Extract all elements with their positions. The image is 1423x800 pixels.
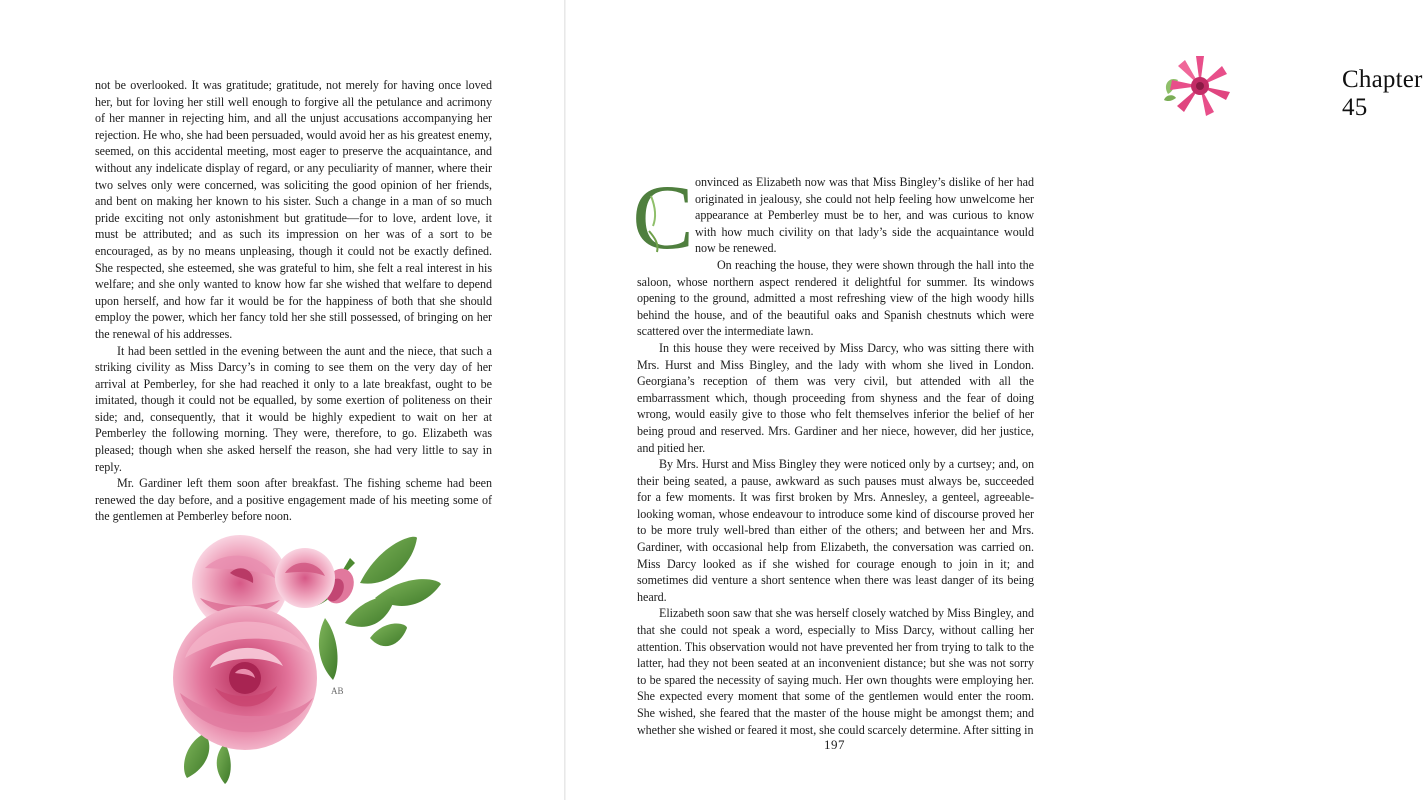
pink-carnation-icon xyxy=(1160,54,1240,120)
drop-cap-letter: C xyxy=(632,166,694,268)
opening-paragraph xyxy=(632,166,1034,268)
left-page-text xyxy=(95,77,492,525)
drop-cap xyxy=(632,166,694,268)
paragraph: By Mrs. Hurst and Miss Bingley they were noticed only by a curtsey; and, on their being seated, a pause, awkward as such pauses must always be, succeeded for a few moments. It was first broken by Mrs. Annesley, a genteel, agreeable-looking woman, whose endeavour to introduce some kind of discourse proved her to be more truly well-bred than either of the others; and between her and Mrs. Gardiner, with occasional help from Elizabeth, the conversation was carried on. Miss Darcy looked as if she wished for courage enough to join in it; and sometimes did venture a short sentence when there was least danger of its being heard. xyxy=(637,457,1034,604)
chapter-title: Chapter 45 xyxy=(1342,66,1423,121)
opening-paragraph-text: onvinced as Elizabeth now was that Miss Bingley’s dislike of her had originated in jealousy, she could not help feeling how unwelcome her appearance at Pemberley must be to her, and was curious to know with how much civility on that lady’s side the acquaintance would now be renewed. xyxy=(695,175,1034,256)
paragraph: In this house they were received by Miss Darcy, who was sitting there with Mrs. Hurst and Miss Bingley, and the lady with whom she lived in London. Georgiana’s reception of them was very civil, but attended with all the embarrassment which, though proceeding from shyness and the fear of doing wrong, would easily give to those who felt themselves inferior the belief of her being proud and reserved. Mrs. Gardiner and her niece, however, did her justice, and pitied her. xyxy=(637,340,1034,455)
paragraph: Mr. Gardiner left them soon after breakfast. The fishing scheme had been renewed the day before, and a positive engagement made of his meeting some of the gentlemen at Pemberley before noon. xyxy=(95,476,492,524)
left-page xyxy=(0,0,564,800)
artist-signature: AB xyxy=(331,686,344,696)
paragraph: It had been settled in the evening between the aunt and the niece, that such a striking civility as Miss Darcy’s in coming to see them on the very day of her arrival at Pemberley, for she had reached it only to a late breakfast, ought to be imitated, though it could not be equalled, by some exertion of politeness on their side; and, consequently, that it would be highly expedient to wait on her at Pemberley the following morning. They were, therefore, to go. Elizabeth was pleased; though when she asked herself the reason, she had very little to say in reply. xyxy=(95,343,492,474)
rose-bouquet-illustration xyxy=(145,528,445,786)
paragraph: not be overlooked. It was gratitude; gratitude, not merely for having once loved her, but for loving her still well enough to forgive all the petulance and acrimony of her manner in rejecting him, and all the unjust accusations accompanying her rejection. He who, she had been persuaded, would avoid her as his greatest enemy, seemed, on this accidental meeting, most eager to preserve the acquaintance, and without any indelicate display of regard, or any peculiarity of manner, where their two selves only were concerned, was soliciting the good opinion of her friends, and bent on making her known to his sister. Such a change in a man of so much pride exciting not only astonishment but gratitude—for to love, ardent love, it must be attributed; and as such its impression on her was of a sort to be encouraged, as by no means unpleasing, though it could not be exactly defined. She respected, she esteemed, she was grateful to him, she felt a real interest in his welfare; and she only wanted to know how far she wished that welfare to depend upon herself, and how far it would be for the happiness of both that she should employ the power, which her fancy told her she still possessed, of bringing on her the renewal of his addresses. xyxy=(95,78,492,341)
page-number: 197 xyxy=(824,737,845,752)
right-page-text xyxy=(632,166,1034,738)
rose-main xyxy=(173,606,317,750)
paragraph: Elizabeth soon saw that she was herself closely watched by Miss Bingley, and that she could not speak a word, especially to Miss Darcy, without calling her attention. This observation would not have prevented her from trying to talk to the latter, had they not been seated at an inconvenient distance; but she was not sorry to be spared the necessity of saying much. Her own thoughts were employing her. She expected every moment that some of the gentlemen would enter the room. She wished, she feared that the master of the house might be amongst them; and whether she wished or feared it most, she could scarcely determine. After sitting in xyxy=(637,606,1034,737)
rose-middle xyxy=(275,548,335,608)
paragraph: On reaching the house, they were shown through the hall into the saloon, whose northern aspect rendered it delightful for summer. Its windows opening to the ground, admitted a most refreshing view of the high woody hills behind the house, and of the beautiful oaks and Spanish chestnuts which were scattered over the intermediate lawn. xyxy=(637,257,1034,339)
